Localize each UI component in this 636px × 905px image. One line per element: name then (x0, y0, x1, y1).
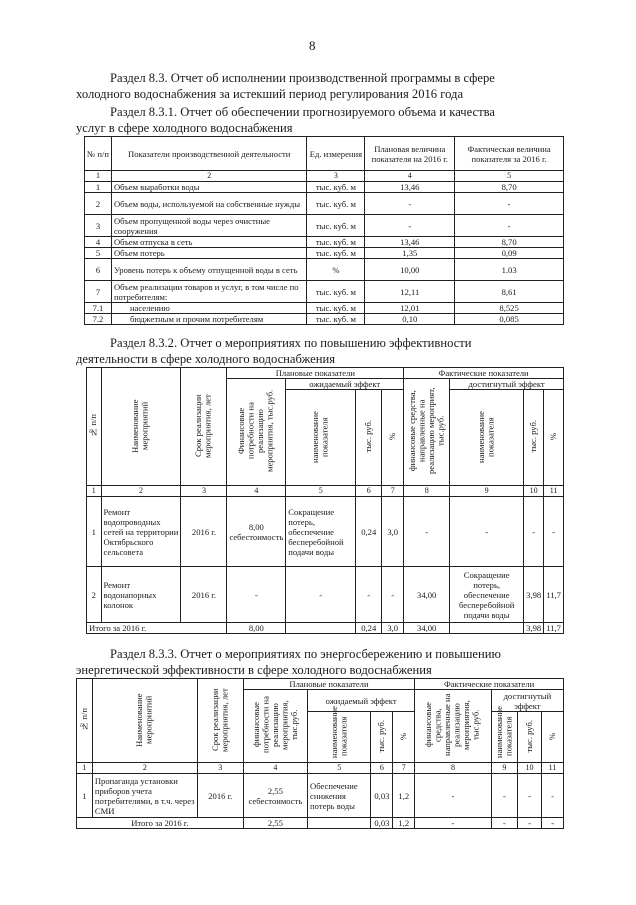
cell: - (544, 497, 564, 567)
header-ind: наименование показателя (286, 390, 356, 486)
header-num: № п/п (87, 368, 102, 486)
col-num: 11 (542, 763, 564, 774)
table-row (77, 774, 564, 818)
table-row (85, 281, 564, 303)
section-8-3-1-heading-line2: услуг в сфере холодного водоснабжения (76, 121, 293, 135)
header-term: Срок реализации мероприятия, лет (181, 368, 227, 486)
col-num: 4 (227, 486, 286, 497)
cell: - (404, 497, 450, 567)
section-8-3-heading-line1: Раздел 8.3. Отчет об исполнении производственной программы в сфере (110, 71, 495, 85)
cell (450, 623, 524, 634)
table-row (85, 193, 564, 215)
cell: 0,085 (455, 314, 564, 325)
cell: 2016 г. (197, 774, 243, 818)
table-row (85, 248, 564, 259)
col-num: 2 (111, 171, 307, 182)
cell: - (491, 774, 517, 818)
cell: 1 (87, 497, 102, 567)
cell: 34,00 (404, 567, 450, 623)
cell: - (415, 774, 492, 818)
cell: 2,55 (243, 818, 307, 829)
cell: 5 (85, 248, 112, 259)
cell: 34,00 (404, 623, 450, 634)
header-fact: Фактические показатели (404, 368, 564, 379)
header-rub: тыс. руб. (356, 390, 382, 486)
cell (286, 623, 356, 634)
col-num: 3 (197, 763, 243, 774)
cell: 4 (85, 237, 112, 248)
header-pct: % (393, 712, 415, 763)
table-row (85, 215, 564, 237)
cell: - (286, 567, 356, 623)
header-find: наименование показателя (491, 712, 517, 763)
cell: бюджетным и прочим потребителям (111, 314, 307, 325)
cell (308, 818, 371, 829)
column-number-row (87, 486, 564, 497)
cell: 3,98 (524, 623, 544, 634)
col-num: 2 (101, 486, 181, 497)
table-header-row (77, 679, 564, 690)
col-num: 5 (455, 171, 564, 182)
cell: 1,2 (393, 818, 415, 829)
header-fact: Фактические показатели (415, 679, 564, 690)
cell: 2,55 себестоимость (243, 774, 307, 818)
cell: 0,03 (371, 818, 393, 829)
cell: - (227, 567, 286, 623)
header-achieved: достигнутый эффект (450, 379, 564, 390)
cell: Объем отпуска в сеть (111, 237, 307, 248)
header-fpct: % (542, 712, 564, 763)
column-number-row (85, 171, 564, 182)
cell: 3,0 (382, 623, 404, 634)
cell: - (517, 774, 541, 818)
header-plan: Плановые показатели (227, 368, 404, 379)
header-pct: % (382, 390, 404, 486)
cell: - (415, 818, 492, 829)
cell: тыс. куб. м (307, 182, 365, 193)
cell: 8,70 (455, 237, 564, 248)
cell: 8,525 (455, 303, 564, 314)
header-fin: Финансовые потребности на реализацию мероприятия, тыс.руб. (227, 379, 286, 486)
cell: - (491, 818, 517, 829)
table-row (87, 567, 564, 623)
cell: населению (111, 303, 307, 314)
cell: 3,98 (524, 567, 544, 623)
table-row (85, 182, 564, 193)
cell: - (382, 567, 404, 623)
cell: 2016 г. (181, 497, 227, 567)
cell: 8,00 себестоимость (227, 497, 286, 567)
header-term: Срок реализации мероприятия, лет (197, 679, 243, 763)
cell: Ремонт водопроводных сетей на территории Октябрьского сельсовета (101, 497, 181, 567)
cell: тыс. куб. м (307, 193, 365, 215)
cell: 7.1 (85, 303, 112, 314)
table-header-row (85, 137, 564, 171)
cell: Объем выработки воды (111, 182, 307, 193)
header-ind: наименование показателя (308, 712, 371, 763)
cell: Объем потерь (111, 248, 307, 259)
col-num: 4 (243, 763, 307, 774)
col-num: 9 (491, 763, 517, 774)
page-number: 8 (309, 38, 316, 53)
cell: Сокращение потерь, обеспечение бесперебойной подачи воды (286, 497, 356, 567)
cell: Ремонт водонапорных колонок (101, 567, 181, 623)
cell: тыс. куб. м (307, 281, 365, 303)
cell: 0,03 (371, 774, 393, 818)
col-num: 8 (415, 763, 492, 774)
col-num: 5 (308, 763, 371, 774)
cell: 10,00 (365, 259, 455, 281)
col-num: 2 (92, 763, 197, 774)
cell: 2 (87, 567, 102, 623)
header-unit: Ед. измерения (307, 137, 365, 171)
table-row (85, 314, 564, 325)
col-num: 10 (524, 486, 544, 497)
table-volume-quality (84, 136, 564, 325)
table-energy-saving-measures (76, 678, 564, 829)
col-num: 7 (393, 763, 415, 774)
cell: 12,11 (365, 281, 455, 303)
cell: 1 (77, 774, 93, 818)
cell: - (356, 567, 382, 623)
cell: 7.2 (85, 314, 112, 325)
cell: Объем воды, используемой на собственные нужды (111, 193, 307, 215)
header-rub: тыс. руб. (371, 712, 393, 763)
table-row (87, 497, 564, 567)
cell: % (307, 259, 365, 281)
cell: 2 (85, 193, 112, 215)
cell: 11,7 (544, 623, 564, 634)
header-expected: ожидаемый эффект (286, 379, 404, 390)
table-row (85, 259, 564, 281)
header-plan: Плановые показатели (243, 679, 414, 690)
col-num: 6 (356, 486, 382, 497)
cell: Пропаганда установки приборов учета потребителями, в т.ч. через СМИ (92, 774, 197, 818)
cell: тыс. куб. м (307, 248, 365, 259)
col-num: 10 (517, 763, 541, 774)
header-plan: Плановая величина показателя на 2016 г. (365, 137, 455, 171)
header-ffin: финансовые средства, направленные на реализацию мероприятия, тыс.руб. (415, 690, 492, 763)
col-num: 9 (450, 486, 524, 497)
cell: 13,46 (365, 237, 455, 248)
cell: - (455, 215, 564, 237)
cell: 1,2 (393, 774, 415, 818)
header-achieved: достигнутый эффект (491, 690, 563, 712)
col-num: 7 (382, 486, 404, 497)
cell: 11,7 (544, 567, 564, 623)
cell: 0,09 (455, 248, 564, 259)
header-fact: Фактическая величина показателя за 2016 г. (455, 137, 564, 171)
cell: 0,10 (365, 314, 455, 325)
header-num: № п/п (77, 679, 93, 763)
cell: - (542, 818, 564, 829)
cell: - (455, 193, 564, 215)
header-name: Наименование мероприятий (92, 679, 197, 763)
section-8-3-3-heading-line1: Раздел 8.3.3. Отчет о мероприятиях по энергосбережению и повышению (110, 647, 501, 661)
header-num: № п/п (85, 137, 112, 171)
cell: - (524, 497, 544, 567)
table-efficiency-measures (86, 367, 564, 634)
cell: Объем пропущенной воды через очистные сооружения (111, 215, 307, 237)
col-num: 8 (404, 486, 450, 497)
col-num: 11 (544, 486, 564, 497)
header-frub: тыс. руб. (524, 390, 544, 486)
column-number-row (77, 763, 564, 774)
col-num: 5 (286, 486, 356, 497)
header-expected: ожидаемый эффект (308, 690, 415, 712)
cell: тыс. куб. м (307, 237, 365, 248)
cell: тыс. куб. м (307, 303, 365, 314)
cell: - (365, 215, 455, 237)
cell: - (542, 774, 564, 818)
cell: Итого за 2016 г. (77, 818, 244, 829)
cell: 3,0 (382, 497, 404, 567)
cell: тыс. куб. м (307, 215, 365, 237)
table-row (85, 303, 564, 314)
header-name: Наименование мероприятий (101, 368, 181, 486)
table-header-row (87, 368, 564, 379)
section-8-3-heading-line2: холодного водоснабжения за истекший период регулирования 2016 года (76, 87, 464, 101)
cell: 3 (85, 215, 112, 237)
col-num: 6 (371, 763, 393, 774)
total-row (77, 818, 564, 829)
section-8-3-3-heading-line2: энергетической эффективности в сфере холодного водоснабжения (76, 663, 432, 677)
header-fin: финансовые потребности на реализацию мероприятия, тыс.руб. (243, 690, 307, 763)
header-fpct: % (544, 390, 564, 486)
section-8-3-2-heading-line1: Раздел 8.3.2. Отчет о мероприятиях по повышению эффективности (110, 336, 472, 350)
cell: 2016 г. (181, 567, 227, 623)
cell: 1,35 (365, 248, 455, 259)
cell: 1.03 (455, 259, 564, 281)
cell: - (450, 497, 524, 567)
section-8-3-1-heading-line1: Раздел 8.3.1. Отчет об обеспечении прогнозируемого объема и качества (110, 105, 496, 119)
col-num: 1 (85, 171, 112, 182)
table-row (85, 237, 564, 248)
section-8-3-2-heading-line2: деятельности в сфере холодного водоснабжения (76, 352, 335, 366)
col-num: 1 (87, 486, 102, 497)
cell: 1 (85, 182, 112, 193)
header-indicator: Показатели производственной деятельности (111, 137, 307, 171)
col-num: 4 (365, 171, 455, 182)
cell: 7 (85, 281, 112, 303)
cell: 13,46 (365, 182, 455, 193)
header-frub: тыс. руб. (517, 712, 541, 763)
cell: Обеспечение снижения потерь воды (308, 774, 371, 818)
total-row (87, 623, 564, 634)
cell: - (365, 193, 455, 215)
col-num: 3 (307, 171, 365, 182)
header-find: наименование показателя (450, 390, 524, 486)
header-ffin: финансовые средства, направленные на реализацию мероприят, тыс.руб. (404, 379, 450, 486)
cell: Итого за 2016 г. (87, 623, 227, 634)
cell: 12,01 (365, 303, 455, 314)
cell: 8,00 (227, 623, 286, 634)
cell: Сокращение потерь, обеспечение бесперебойной подачи воды (450, 567, 524, 623)
cell: - (517, 818, 541, 829)
cell: Объем реализации товаров и услуг, в том числе по потребителям: (111, 281, 307, 303)
cell: тыс. куб. м (307, 314, 365, 325)
cell: 0,24 (356, 623, 382, 634)
col-num: 3 (181, 486, 227, 497)
cell: 8,61 (455, 281, 564, 303)
cell: 0,24 (356, 497, 382, 567)
cell: Уровень потерь к объему отпущенной воды в сеть (111, 259, 307, 281)
cell: 8,70 (455, 182, 564, 193)
cell: 6 (85, 259, 112, 281)
col-num: 1 (77, 763, 93, 774)
